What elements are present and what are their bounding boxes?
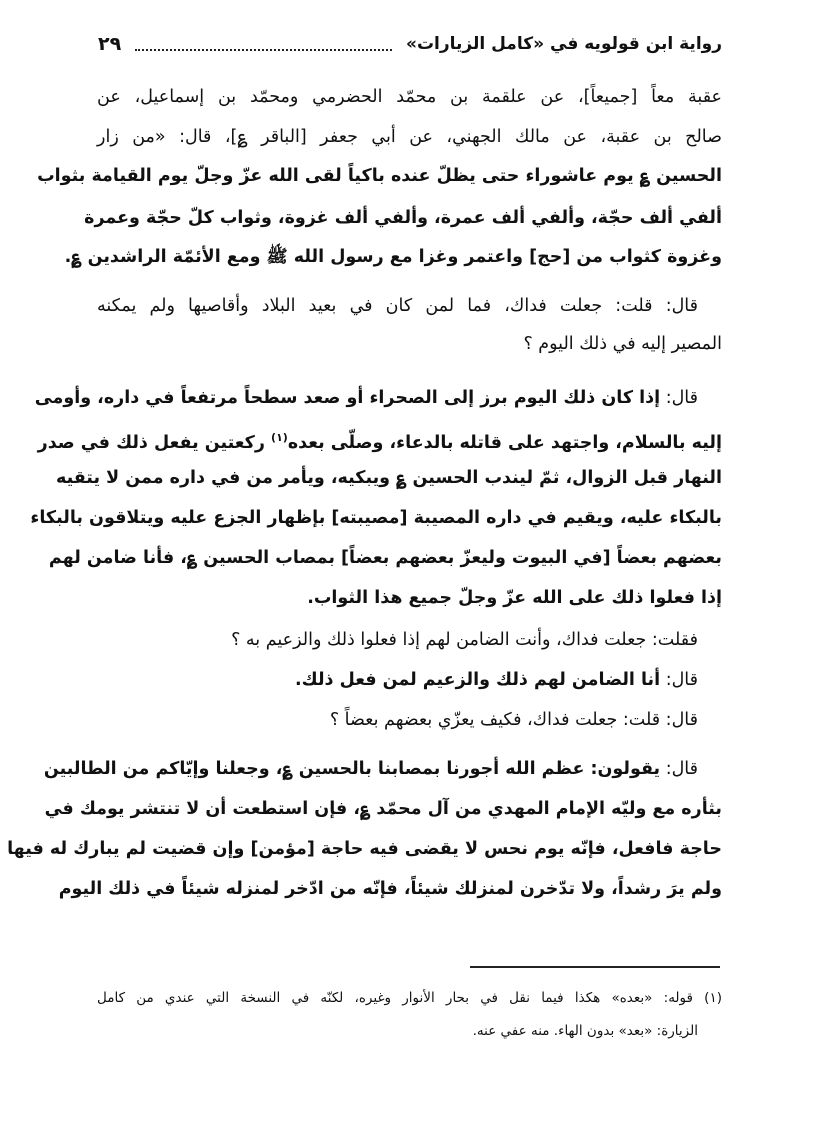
speaker-label: قال: bbox=[660, 388, 698, 408]
text-line: قال: قلت: جعلت فداك، فكيف يعزّي بعضهم بعضاً ؟ bbox=[329, 710, 698, 730]
text-line bbox=[43, 755, 698, 783]
quote-text: يقولون: عظم الله أجورنا بمصابنا بالحسين ؏، وجعلنا وإيّاكم من الطالبين bbox=[43, 759, 661, 779]
header-dot-leader bbox=[135, 49, 392, 51]
text-line: حاجة فافعل، فإنّه يوم نحس لا يقضى فيه حاجة [مؤمن] وإن قضيت لم يبارك له فيها bbox=[7, 839, 722, 859]
footnote-divider bbox=[470, 966, 720, 968]
text-line: الحسين ؏ يوم عاشوراء حتى يظلّ عنده باكياً لقى الله عزّ وجلّ يوم القيامة بثواب bbox=[37, 166, 722, 186]
quote-text: إذا كان ذلك اليوم برز إلى الصحراء أو صعد سطحاً مرتفعاً في داره، وأومى bbox=[34, 388, 661, 408]
speaker-label: قال: bbox=[660, 759, 698, 779]
speaker-label: قال: bbox=[660, 670, 698, 690]
text-line: فقلت: جعلت فداك، وأنت الضامن لهم إذا فعلوا ذلك والزعيم به ؟ bbox=[231, 630, 698, 650]
text-line: صالح بن عقبة، عن مالك الجهني، عن أبي جعفر [الباقر ؏]، قال: «من زار bbox=[97, 127, 722, 147]
quote-text: إليه بالسلام، واجتهد على قاتله بالدعاء، وصلّى بعده bbox=[287, 432, 722, 453]
text-line: بعضهم بعضاً [في البيوت وليعزّ بعضهم بعضاً] بمصاب الحسين ؏، فأنا ضامن لهم bbox=[48, 548, 722, 568]
text-line: عقبة معاً [جميعاً]، عن علقمة بن محمّد الحضرمي ومحمّد بن إسماعيل، عن bbox=[97, 87, 722, 107]
running-header bbox=[98, 30, 722, 58]
footnote-continuation: الزيارة: «بعد» بدون الهاء. منه عفي عنه. bbox=[472, 1023, 698, 1039]
text-line: ولم يرَ رشداً، ولا تدّخرن لمنزلك شيئاً، فإنّه من ادّخر لمنزله شيئاً في ذلك اليوم bbox=[58, 879, 722, 899]
text-line bbox=[97, 666, 698, 694]
text-line: ألفي ألف حجّة، وألفي ألف عمرة، وألفي ألف غزوة، وثواب كلّ حجّة وعمرة bbox=[84, 208, 722, 228]
text-line bbox=[34, 384, 698, 412]
footnote-reference[interactable]: (١) bbox=[271, 431, 288, 444]
text-line: بالبكاء عليه، ويقيم في داره المصيبة [مصيبته] بإظهار الجزع عليه ويتلاقون بالبكاء bbox=[30, 508, 722, 528]
text-line: إذا فعلوا ذلك على الله عزّ وجلّ جميع هذا الثواب. bbox=[307, 588, 722, 608]
footnote: (١) قوله: «بعده» هكذا فيما نقل في بحار الأنوار وغيره، لكنّه في النسخة التي عندي من كامل bbox=[97, 990, 722, 1006]
text-line: المصير إليه في ذلك اليوم ؟ bbox=[523, 334, 722, 354]
text-line: النهار قبل الزوال، ثمّ ليندب الحسين ؏ ويبكيه، ويأمر من في داره ممن لا يتقيه bbox=[55, 468, 722, 488]
quote-text: أنا الضامن لهم ذلك والزعيم لمن فعل ذلك. bbox=[295, 670, 661, 690]
text-line: قال: قلت: جعلت فداك، فما لمن كان في بعيد البلاد وأقاصيها ولم يمكنه bbox=[97, 296, 698, 316]
text-line bbox=[37, 424, 722, 457]
quote-text: ركعتين يفعل ذلك في صدر bbox=[37, 432, 272, 453]
header-title: رواية ابن قولويه في «كامل الزيارات» bbox=[405, 34, 722, 54]
text-line: بثأره مع وليّه الإمام المهدي من آل محمّد ؏، فإن استطعت أن لا تنتشر يومك في bbox=[44, 799, 722, 819]
text-line: وغزوة كثواب من [حج] واعتمر وغزا مع رسول الله ﷺ ومع الأئمّة الراشدين ؏. bbox=[64, 247, 722, 267]
page-number: ٢٩ bbox=[98, 33, 122, 55]
